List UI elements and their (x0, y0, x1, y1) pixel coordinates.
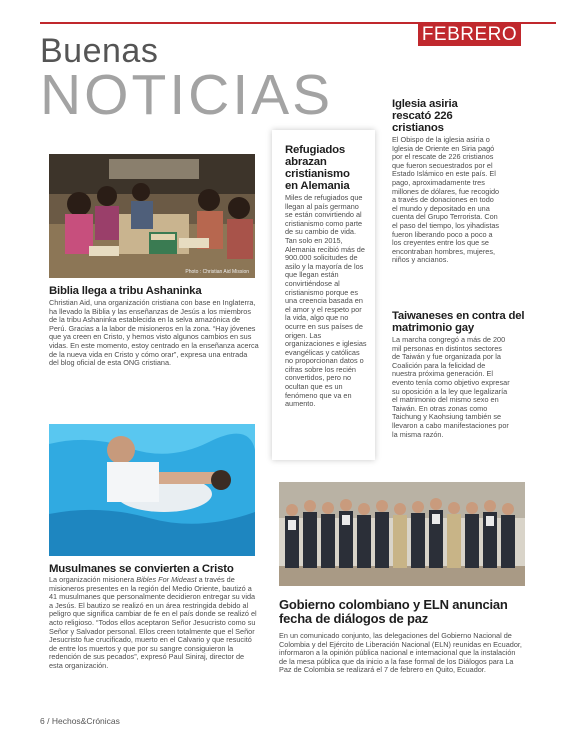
body-musulmanes-part2: a través de misioneros presentes en la región del Medio Oriente, bautizó a 41 musulmanes que personalmente decidieron entregar su vida a Jesús. El bautizo se realizó en un área restringida debido al peligro que significa cambiar de fe en el país donde se realizó el acto religioso. “Todos ellos aceptaron Señor Jesucristo como su Señor y Salvador personal. Ellos creen totalmente que el Señor Jesucristo fue crucificado, muerto en el Calvario y que resucitó de entre los muertos y que por su sangre consiguieron la redención de sus pecados”, expresó Paul Siniraj, director de esta organización. (49, 575, 257, 670)
headline-taiwaneses: Taiwaneses en contra del matrimonio gay (392, 310, 525, 334)
headline-biblia: Biblia llega a tribu Ashaninka (49, 285, 202, 297)
body-refugiados: Miles de refugiados que llegan al país germano se están convirtiendo al cristianismo como parte de su cambio de vida. Tan solo en 2015, Alemania recibió más de 900.000 solicitudes de asilo y la mayoría de los que llegan están convirtiéndose al cristianismo porque es una creencia basada en el amor y el respeto por la vida, algo que no ocurre en sus países de origen. Las organizaciones e iglesias evangélicas y católicas no proporcionan datos o cifras sobre los recién convertidos, pero no ocultan que es un fenómeno que va en aumento. (285, 193, 367, 409)
body-musulmanes-part1: La organización misionera (49, 575, 137, 584)
month-tab: FEBRERO (418, 22, 521, 46)
page-number: 6 (40, 716, 45, 726)
photo-ashaninka-children (49, 154, 255, 278)
publication-name: Hechos&Crónicas (51, 716, 120, 726)
body-colombia: En un comunicado conjunto, las delegaciones del Gobierno Nacional de Colombia y del Ejército de Liberación Nacional (ELN) reunidas en Ecuador, informaron a la opinión pública nacional e internacional que la instalación de la mesa pública que da inicio a la fase formal de los Diálogos para La Paz de Colombia se realizará el 7 de febrero en Quito, Ecuador. (279, 631, 522, 675)
card-refugiados (272, 130, 375, 460)
footer-separator: / (47, 716, 50, 726)
body-musulmanes (49, 576, 259, 671)
headline-colombia: Gobierno colombiano y ELN anuncian fecha de diálogos de paz (279, 597, 508, 626)
photo-delegates-group (279, 482, 525, 586)
body-taiwaneses: La marcha congregó a más de 200 mil personas en distintos sectores de Taiwán y fue organizada por la Coalición para la felicidad de nuestra próxima generación. El evento tenía como objetivo expresar su oposición a la ley que legalizaría el matrimonio del mismo sexo en Taiwán. En otras zonas como Taichung y Kaohsiung también se llevaron a cabo manifestaciones por la misma razón. (392, 335, 510, 439)
headline-refugiados: Refugiados abrazan cristianismo en Alemania (285, 144, 350, 192)
headline-iglesia: Iglesia asiria rescató 226 cristianos (392, 98, 458, 134)
body-musulmanes-italic: Bibles For Mideast (136, 575, 197, 584)
photo-baptism (49, 424, 255, 556)
body-biblia: Christian Aid, una organización cristiana con base en Inglaterra, ha llevado la Biblia y las enseñanzas de Jesús a los miembros de la tribu Ashaninka establecida en la selva amazónica de Perú. Gracias a la labor de misioneros en la zona. “Hay jóvenes que ya creen en Cristo, y hemos visto algunos cambios en sus vidas. En este momento, estoy centrado en la enseñanza acerca de la nueva vida en Cristo y cómo orar”, expresa una entrada del blog oficial de esta ONG cristiana. (49, 298, 259, 368)
section-title-large: NOTICIAS (40, 63, 334, 127)
section-title-small: Buenas (40, 32, 159, 70)
body-iglesia: El Obispo de la iglesia asiria o Iglesia de Oriente en Siria pagó por el rescate de 226 cristianos que fueron secuestrados por el Estado Islámico en este país. El pago, aproximadamente tres millones de dólares, fue recogido a través de donaciones en todo el mundo y depositado en una cuenta del Grupo Terrorista. Con el paso del tiempo, los yihadistas fueron liberando poco a poco a los creyentes entre los que se encontraban hombres, mujeres, niños y ancianos. (392, 135, 500, 265)
page-footer (40, 716, 120, 726)
photo-credit: Photo : Christian Aid Mission (185, 269, 249, 275)
headline-musulmanes: Musulmanes se convierten a Cristo (49, 563, 234, 575)
